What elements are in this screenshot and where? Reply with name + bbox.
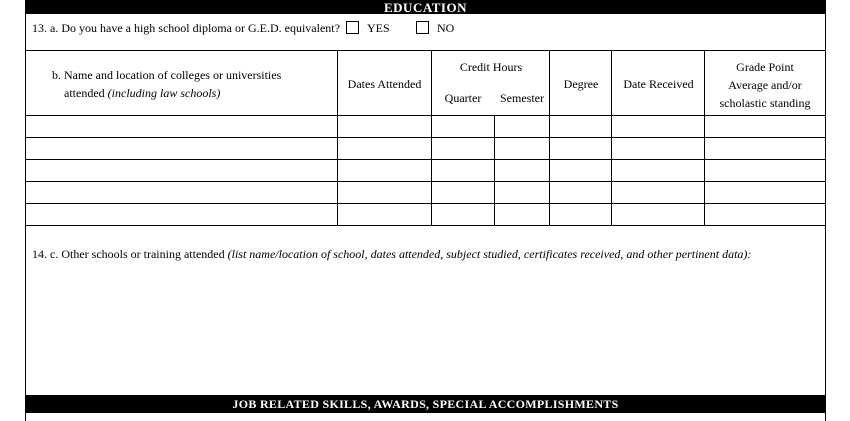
- education-heading-bar: [25, 0, 826, 14]
- other-schools-field[interactable]: [26, 262, 825, 394]
- table-row[interactable]: [26, 138, 825, 159]
- education-heading: EDUCATION: [384, 0, 467, 15]
- col-credit-hours: Credit Hours: [459, 60, 523, 74]
- q13b-label-line2: [64, 86, 220, 101]
- table-row[interactable]: [26, 116, 825, 137]
- yes-checkbox[interactable]: [346, 21, 359, 34]
- col-degree: Degree: [563, 77, 599, 91]
- no-checkbox[interactable]: [416, 21, 429, 34]
- skills-heading-bar: [25, 395, 826, 413]
- q14c-label-text: 14. c. Other schools or training attended: [32, 247, 228, 261]
- q13b-label-line2-italic: (including law schools): [107, 86, 221, 100]
- q13a-label: 13. a. Do you have a high school diploma or G.E.D. equivalent?: [32, 21, 340, 35]
- table-row[interactable]: [26, 204, 825, 225]
- divider-13a: [25, 50, 826, 51]
- yes-label: YES: [367, 21, 390, 35]
- q14c-label-italic: (list name/location of school, dates attended, subject studied, certificates received, and other pertinent data):: [227, 247, 752, 261]
- col-date-received: Date Received: [623, 77, 694, 91]
- col-semester: Semester: [500, 91, 544, 105]
- skills-field[interactable]: [26, 413, 825, 421]
- no-label: NO: [437, 21, 455, 35]
- form-right-border: [825, 14, 826, 421]
- col-quarter: Quarter: [444, 91, 482, 105]
- col-gpa-line2: Average and/or: [728, 78, 802, 92]
- skills-heading: JOB RELATED SKILLS, AWARDS, SPECIAL ACCOMPLISHMENTS: [232, 397, 619, 411]
- q13b-label-line1: b. Name and location of colleges or universities: [52, 68, 282, 82]
- q14c-label: [32, 247, 751, 262]
- col-dates-attended: Dates Attended: [347, 77, 422, 91]
- table-row[interactable]: [26, 160, 825, 181]
- col-gpa-line3: scholastic standing: [719, 96, 811, 110]
- col-gpa-line1: Grade Point: [736, 60, 794, 74]
- table-bottom: [25, 225, 826, 226]
- q13b-label-line2-text: attended: [64, 86, 108, 100]
- table-row[interactable]: [26, 182, 825, 203]
